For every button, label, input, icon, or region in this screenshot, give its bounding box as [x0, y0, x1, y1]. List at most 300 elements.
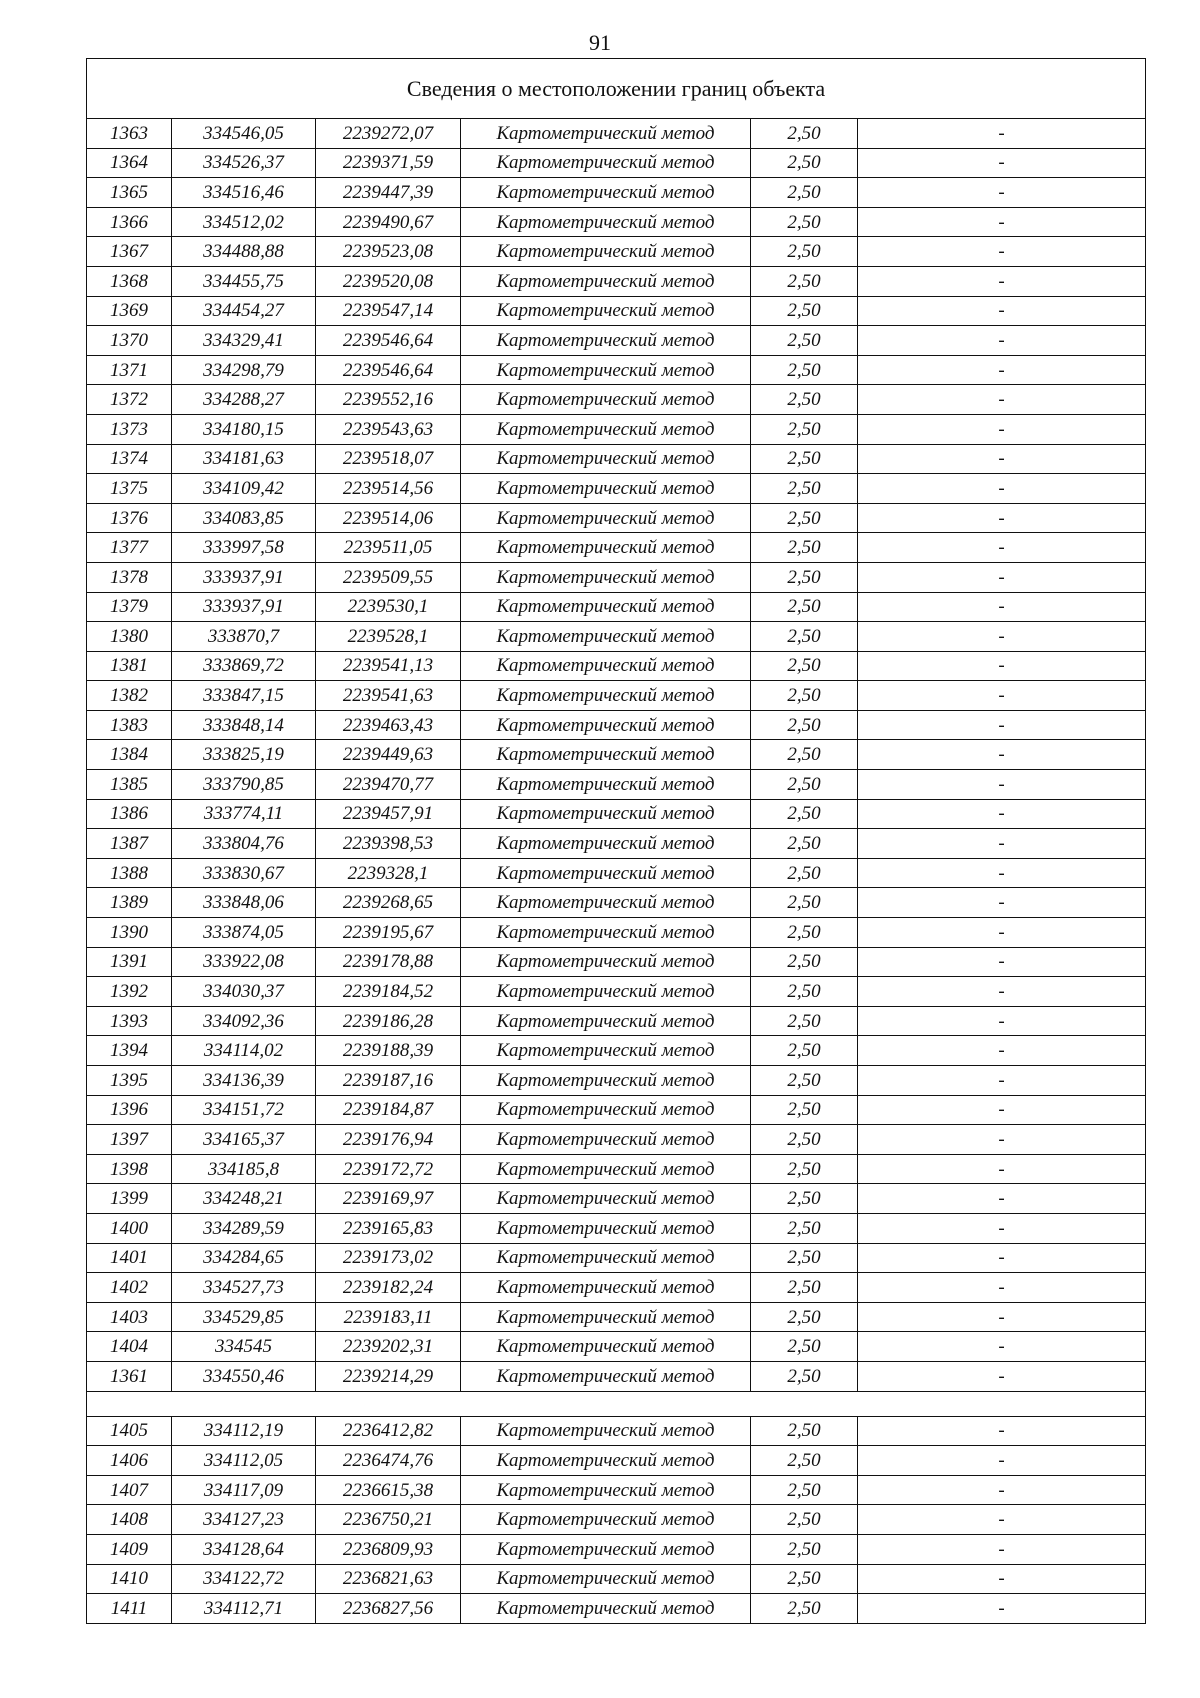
point-number-cell: 1363	[87, 119, 172, 149]
x-coordinate-cell: 333997,58	[172, 533, 316, 563]
x-coordinate-cell: 333830,67	[172, 858, 316, 888]
x-coordinate-cell: 334529,85	[172, 1302, 316, 1332]
y-coordinate-cell: 2239449,63	[316, 740, 461, 770]
accuracy-cell: 2,50	[751, 918, 858, 948]
x-coordinate-cell: 333847,15	[172, 681, 316, 711]
method-cell: Картометрический метод	[461, 799, 751, 829]
description-cell: -	[858, 799, 1146, 829]
point-number-cell: 1411	[87, 1594, 172, 1624]
y-coordinate-cell: 2239523,08	[316, 237, 461, 267]
y-coordinate-cell: 2239530,1	[316, 592, 461, 622]
y-coordinate-cell: 2239541,13	[316, 651, 461, 681]
table-row	[87, 326, 1146, 356]
y-coordinate-cell: 2239371,59	[316, 148, 461, 178]
accuracy-cell: 2,50	[751, 681, 858, 711]
table-row	[87, 503, 1146, 533]
accuracy-cell: 2,50	[751, 1594, 858, 1624]
accuracy-cell: 2,50	[751, 414, 858, 444]
point-number-cell: 1373	[87, 414, 172, 444]
description-cell: -	[858, 1534, 1146, 1564]
x-coordinate-cell: 334180,15	[172, 414, 316, 444]
x-coordinate-cell: 333848,06	[172, 888, 316, 918]
accuracy-cell: 2,50	[751, 1564, 858, 1594]
table-row	[87, 1594, 1146, 1624]
y-coordinate-cell: 2239514,06	[316, 503, 461, 533]
description-cell: -	[858, 1594, 1146, 1624]
accuracy-cell: 2,50	[751, 1036, 858, 1066]
point-number-cell: 1376	[87, 503, 172, 533]
description-cell: -	[858, 503, 1146, 533]
x-coordinate-cell: 334454,27	[172, 296, 316, 326]
method-cell: Картометрический метод	[461, 503, 751, 533]
section-separator-cell	[87, 1391, 1146, 1416]
table-row	[87, 1095, 1146, 1125]
point-number-cell: 1392	[87, 977, 172, 1007]
table-row	[87, 1243, 1146, 1273]
point-number-cell: 1410	[87, 1564, 172, 1594]
x-coordinate-cell: 333790,85	[172, 770, 316, 800]
point-number-cell: 1367	[87, 237, 172, 267]
y-coordinate-cell: 2239518,07	[316, 444, 461, 474]
point-number-cell: 1400	[87, 1213, 172, 1243]
table-row	[87, 710, 1146, 740]
point-number-cell: 1396	[87, 1095, 172, 1125]
point-number-cell: 1366	[87, 207, 172, 237]
table-row	[87, 1446, 1146, 1476]
description-cell: -	[858, 977, 1146, 1007]
method-cell: Картометрический метод	[461, 1095, 751, 1125]
point-number-cell: 1380	[87, 622, 172, 652]
table-row	[87, 296, 1146, 326]
y-coordinate-cell: 2239182,24	[316, 1273, 461, 1303]
accuracy-cell: 2,50	[751, 1095, 858, 1125]
description-cell: -	[858, 829, 1146, 859]
x-coordinate-cell: 333870,7	[172, 622, 316, 652]
page-number: 91	[589, 30, 611, 55]
x-coordinate-cell: 334165,37	[172, 1125, 316, 1155]
description-cell: -	[858, 1361, 1146, 1391]
accuracy-cell: 2,50	[751, 977, 858, 1007]
accuracy-cell: 2,50	[751, 119, 858, 149]
table-row	[87, 740, 1146, 770]
method-cell: Картометрический метод	[461, 414, 751, 444]
x-coordinate-cell: 334181,63	[172, 444, 316, 474]
table-row	[87, 1066, 1146, 1096]
method-cell: Картометрический метод	[461, 1302, 751, 1332]
x-coordinate-cell: 333774,11	[172, 799, 316, 829]
accuracy-cell: 2,50	[751, 296, 858, 326]
y-coordinate-cell: 2239272,07	[316, 119, 461, 149]
table-row	[87, 1006, 1146, 1036]
accuracy-cell: 2,50	[751, 1534, 858, 1564]
y-coordinate-cell: 2239552,16	[316, 385, 461, 415]
point-number-cell: 1381	[87, 651, 172, 681]
method-cell: Картометрический метод	[461, 1332, 751, 1362]
table-row	[87, 592, 1146, 622]
method-cell: Картометрический метод	[461, 622, 751, 652]
y-coordinate-cell: 2239184,52	[316, 977, 461, 1007]
accuracy-cell: 2,50	[751, 740, 858, 770]
method-cell: Картометрический метод	[461, 888, 751, 918]
point-number-cell: 1375	[87, 474, 172, 504]
accuracy-cell: 2,50	[751, 207, 858, 237]
y-coordinate-cell: 2236809,93	[316, 1534, 461, 1564]
x-coordinate-cell: 334114,02	[172, 1036, 316, 1066]
description-cell: -	[858, 178, 1146, 208]
x-coordinate-cell: 333937,91	[172, 592, 316, 622]
description-cell: -	[858, 237, 1146, 267]
table-row	[87, 829, 1146, 859]
method-cell: Картометрический метод	[461, 1361, 751, 1391]
point-number-cell: 1395	[87, 1066, 172, 1096]
description-cell: -	[858, 1302, 1146, 1332]
description-cell: -	[858, 1332, 1146, 1362]
accuracy-cell: 2,50	[751, 355, 858, 385]
point-number-cell: 1405	[87, 1416, 172, 1446]
point-number-cell: 1390	[87, 918, 172, 948]
method-cell: Картометрический метод	[461, 119, 751, 149]
y-coordinate-cell: 2239173,02	[316, 1243, 461, 1273]
y-coordinate-cell: 2239268,65	[316, 888, 461, 918]
point-number-cell: 1404	[87, 1332, 172, 1362]
accuracy-cell: 2,50	[751, 1066, 858, 1096]
accuracy-cell: 2,50	[751, 1006, 858, 1036]
x-coordinate-cell: 334488,88	[172, 237, 316, 267]
y-coordinate-cell: 2239546,64	[316, 326, 461, 356]
table-row	[87, 651, 1146, 681]
x-coordinate-cell: 334545	[172, 1332, 316, 1362]
y-coordinate-cell: 2239509,55	[316, 562, 461, 592]
description-cell: -	[858, 858, 1146, 888]
table-row	[87, 1302, 1146, 1332]
table-row	[87, 918, 1146, 948]
y-coordinate-cell: 2239202,31	[316, 1332, 461, 1362]
accuracy-cell: 2,50	[751, 503, 858, 533]
method-cell: Картометрический метод	[461, 829, 751, 859]
accuracy-cell: 2,50	[751, 148, 858, 178]
x-coordinate-cell: 334550,46	[172, 1361, 316, 1391]
table-row	[87, 533, 1146, 563]
x-coordinate-cell: 333825,19	[172, 740, 316, 770]
x-coordinate-cell: 333937,91	[172, 562, 316, 592]
point-number-cell: 1384	[87, 740, 172, 770]
method-cell: Картометрический метод	[461, 178, 751, 208]
y-coordinate-cell: 2239541,63	[316, 681, 461, 711]
method-cell: Картометрический метод	[461, 710, 751, 740]
x-coordinate-cell: 333874,05	[172, 918, 316, 948]
section-separator-row	[87, 1391, 1146, 1416]
point-number-cell: 1406	[87, 1446, 172, 1476]
point-number-cell: 1382	[87, 681, 172, 711]
method-cell: Картометрический метод	[461, 977, 751, 1007]
table-row	[87, 1036, 1146, 1066]
y-coordinate-cell: 2236615,38	[316, 1475, 461, 1505]
method-cell: Картометрический метод	[461, 1036, 751, 1066]
point-number-cell: 1401	[87, 1243, 172, 1273]
accuracy-cell: 2,50	[751, 1416, 858, 1446]
x-coordinate-cell: 334546,05	[172, 119, 316, 149]
description-cell: -	[858, 207, 1146, 237]
point-number-cell: 1386	[87, 799, 172, 829]
y-coordinate-cell: 2239184,87	[316, 1095, 461, 1125]
description-cell: -	[858, 1564, 1146, 1594]
method-cell: Картометрический метод	[461, 1505, 751, 1535]
accuracy-cell: 2,50	[751, 888, 858, 918]
x-coordinate-cell: 333922,08	[172, 947, 316, 977]
point-number-cell: 1408	[87, 1505, 172, 1535]
method-cell: Картометрический метод	[461, 681, 751, 711]
accuracy-cell: 2,50	[751, 622, 858, 652]
x-coordinate-cell: 334284,65	[172, 1243, 316, 1273]
accuracy-cell: 2,50	[751, 237, 858, 267]
method-cell: Картометрический метод	[461, 1594, 751, 1624]
point-number-cell: 1377	[87, 533, 172, 563]
point-number-cell: 1361	[87, 1361, 172, 1391]
description-cell: -	[858, 444, 1146, 474]
table-row	[87, 207, 1146, 237]
description-cell: -	[858, 266, 1146, 296]
accuracy-cell: 2,50	[751, 1154, 858, 1184]
y-coordinate-cell: 2239172,72	[316, 1154, 461, 1184]
method-cell: Картометрический метод	[461, 326, 751, 356]
method-cell: Картометрический метод	[461, 474, 751, 504]
description-cell: -	[858, 710, 1146, 740]
x-coordinate-cell: 334117,09	[172, 1475, 316, 1505]
table-row	[87, 947, 1146, 977]
y-coordinate-cell: 2239543,63	[316, 414, 461, 444]
accuracy-cell: 2,50	[751, 799, 858, 829]
description-cell: -	[858, 918, 1146, 948]
description-cell: -	[858, 651, 1146, 681]
y-coordinate-cell: 2239490,67	[316, 207, 461, 237]
x-coordinate-cell: 334128,64	[172, 1534, 316, 1564]
accuracy-cell: 2,50	[751, 178, 858, 208]
method-cell: Картометрический метод	[461, 1006, 751, 1036]
y-coordinate-cell: 2239514,56	[316, 474, 461, 504]
point-number-cell: 1393	[87, 1006, 172, 1036]
x-coordinate-cell: 334109,42	[172, 474, 316, 504]
table-row	[87, 562, 1146, 592]
method-cell: Картометрический метод	[461, 533, 751, 563]
description-cell: -	[858, 770, 1146, 800]
description-cell: -	[858, 296, 1146, 326]
method-cell: Картометрический метод	[461, 1243, 751, 1273]
table-row	[87, 681, 1146, 711]
point-number-cell: 1365	[87, 178, 172, 208]
boundary-table-container	[86, 58, 1145, 1624]
x-coordinate-cell: 334151,72	[172, 1095, 316, 1125]
accuracy-cell: 2,50	[751, 1332, 858, 1362]
table-row	[87, 1505, 1146, 1535]
description-cell: -	[858, 1213, 1146, 1243]
accuracy-cell: 2,50	[751, 1475, 858, 1505]
accuracy-cell: 2,50	[751, 770, 858, 800]
point-number-cell: 1394	[87, 1036, 172, 1066]
table-row	[87, 1213, 1146, 1243]
y-coordinate-cell: 2239463,43	[316, 710, 461, 740]
point-number-cell: 1402	[87, 1273, 172, 1303]
accuracy-cell: 2,50	[751, 1361, 858, 1391]
description-cell: -	[858, 1446, 1146, 1476]
accuracy-cell: 2,50	[751, 1273, 858, 1303]
table-title: Сведения о местоположении границ объекта	[87, 59, 1146, 119]
table-row	[87, 1332, 1146, 1362]
y-coordinate-cell: 2236750,21	[316, 1505, 461, 1535]
point-number-cell: 1387	[87, 829, 172, 859]
method-cell: Картометрический метод	[461, 1475, 751, 1505]
description-cell: -	[858, 1184, 1146, 1214]
accuracy-cell: 2,50	[751, 858, 858, 888]
description-cell: -	[858, 1036, 1146, 1066]
description-cell: -	[858, 947, 1146, 977]
y-coordinate-cell: 2239447,39	[316, 178, 461, 208]
method-cell: Картометрический метод	[461, 385, 751, 415]
method-cell: Картометрический метод	[461, 296, 751, 326]
method-cell: Картометрический метод	[461, 1416, 751, 1446]
accuracy-cell: 2,50	[751, 474, 858, 504]
description-cell: -	[858, 681, 1146, 711]
table-row	[87, 1184, 1146, 1214]
x-coordinate-cell: 334516,46	[172, 178, 316, 208]
table-row	[87, 1125, 1146, 1155]
x-coordinate-cell: 334112,05	[172, 1446, 316, 1476]
method-cell: Картометрический метод	[461, 651, 751, 681]
point-number-cell: 1368	[87, 266, 172, 296]
method-cell: Картометрический метод	[461, 740, 751, 770]
point-number-cell: 1383	[87, 710, 172, 740]
y-coordinate-cell: 2236474,76	[316, 1446, 461, 1476]
point-number-cell: 1409	[87, 1534, 172, 1564]
point-number-cell: 1372	[87, 385, 172, 415]
table-row	[87, 385, 1146, 415]
table-row	[87, 148, 1146, 178]
method-cell: Картометрический метод	[461, 592, 751, 622]
description-cell: -	[858, 1006, 1146, 1036]
x-coordinate-cell: 334136,39	[172, 1066, 316, 1096]
x-coordinate-cell: 333869,72	[172, 651, 316, 681]
table-row	[87, 178, 1146, 208]
y-coordinate-cell: 2239186,28	[316, 1006, 461, 1036]
point-number-cell: 1385	[87, 770, 172, 800]
accuracy-cell: 2,50	[751, 592, 858, 622]
method-cell: Картометрический метод	[461, 947, 751, 977]
table-row	[87, 622, 1146, 652]
y-coordinate-cell: 2239214,29	[316, 1361, 461, 1391]
description-cell: -	[858, 1066, 1146, 1096]
method-cell: Картометрический метод	[461, 207, 751, 237]
x-coordinate-cell: 334083,85	[172, 503, 316, 533]
accuracy-cell: 2,50	[751, 1125, 858, 1155]
description-cell: -	[858, 740, 1146, 770]
method-cell: Картометрический метод	[461, 355, 751, 385]
method-cell: Картометрический метод	[461, 1534, 751, 1564]
y-coordinate-cell: 2236821,63	[316, 1564, 461, 1594]
point-number-cell: 1397	[87, 1125, 172, 1155]
method-cell: Картометрический метод	[461, 858, 751, 888]
table-row	[87, 1416, 1146, 1446]
y-coordinate-cell: 2239187,16	[316, 1066, 461, 1096]
y-coordinate-cell: 2239520,08	[316, 266, 461, 296]
y-coordinate-cell: 2239165,83	[316, 1213, 461, 1243]
point-number-cell: 1391	[87, 947, 172, 977]
table-row	[87, 977, 1146, 1007]
accuracy-cell: 2,50	[751, 1446, 858, 1476]
method-cell: Картометрический метод	[461, 562, 751, 592]
accuracy-cell: 2,50	[751, 1213, 858, 1243]
y-coordinate-cell: 2239183,11	[316, 1302, 461, 1332]
description-cell: -	[858, 1273, 1146, 1303]
accuracy-cell: 2,50	[751, 829, 858, 859]
y-coordinate-cell: 2239398,53	[316, 829, 461, 859]
accuracy-cell: 2,50	[751, 710, 858, 740]
method-cell: Картометрический метод	[461, 1154, 751, 1184]
description-cell: -	[858, 119, 1146, 149]
table-row	[87, 1154, 1146, 1184]
table-title-row	[87, 59, 1146, 119]
y-coordinate-cell: 2236827,56	[316, 1594, 461, 1624]
y-coordinate-cell: 2239528,1	[316, 622, 461, 652]
accuracy-cell: 2,50	[751, 1505, 858, 1535]
accuracy-cell: 2,50	[751, 533, 858, 563]
description-cell: -	[858, 592, 1146, 622]
table-row	[87, 266, 1146, 296]
y-coordinate-cell: 2236412,82	[316, 1416, 461, 1446]
description-cell: -	[858, 1416, 1146, 1446]
point-number-cell: 1398	[87, 1154, 172, 1184]
accuracy-cell: 2,50	[751, 1243, 858, 1273]
table-row	[87, 888, 1146, 918]
table-row	[87, 237, 1146, 267]
description-cell: -	[858, 414, 1146, 444]
point-number-cell: 1370	[87, 326, 172, 356]
description-cell: -	[858, 355, 1146, 385]
x-coordinate-cell: 334092,36	[172, 1006, 316, 1036]
x-coordinate-cell: 333804,76	[172, 829, 316, 859]
table-row	[87, 414, 1146, 444]
method-cell: Картометрический метод	[461, 1446, 751, 1476]
x-coordinate-cell: 334512,02	[172, 207, 316, 237]
description-cell: -	[858, 562, 1146, 592]
table-row	[87, 444, 1146, 474]
table-row	[87, 1564, 1146, 1594]
accuracy-cell: 2,50	[751, 1184, 858, 1214]
method-cell: Картометрический метод	[461, 444, 751, 474]
description-cell: -	[858, 1125, 1146, 1155]
y-coordinate-cell: 2239470,77	[316, 770, 461, 800]
x-coordinate-cell: 334298,79	[172, 355, 316, 385]
method-cell: Картометрический метод	[461, 770, 751, 800]
table-row	[87, 1534, 1146, 1564]
y-coordinate-cell: 2239511,05	[316, 533, 461, 563]
method-cell: Картометрический метод	[461, 1125, 751, 1155]
method-cell: Картометрический метод	[461, 148, 751, 178]
method-cell: Картометрический метод	[461, 1273, 751, 1303]
description-cell: -	[858, 533, 1146, 563]
point-number-cell: 1369	[87, 296, 172, 326]
x-coordinate-cell: 334030,37	[172, 977, 316, 1007]
point-number-cell: 1378	[87, 562, 172, 592]
y-coordinate-cell: 2239169,97	[316, 1184, 461, 1214]
point-number-cell: 1374	[87, 444, 172, 474]
point-number-cell: 1399	[87, 1184, 172, 1214]
method-cell: Картометрический метод	[461, 1564, 751, 1594]
x-coordinate-cell: 334112,71	[172, 1594, 316, 1624]
method-cell: Картометрический метод	[461, 266, 751, 296]
table-row	[87, 355, 1146, 385]
boundary-coordinates-table	[86, 58, 1146, 1624]
x-coordinate-cell: 334127,23	[172, 1505, 316, 1535]
x-coordinate-cell: 334526,37	[172, 148, 316, 178]
